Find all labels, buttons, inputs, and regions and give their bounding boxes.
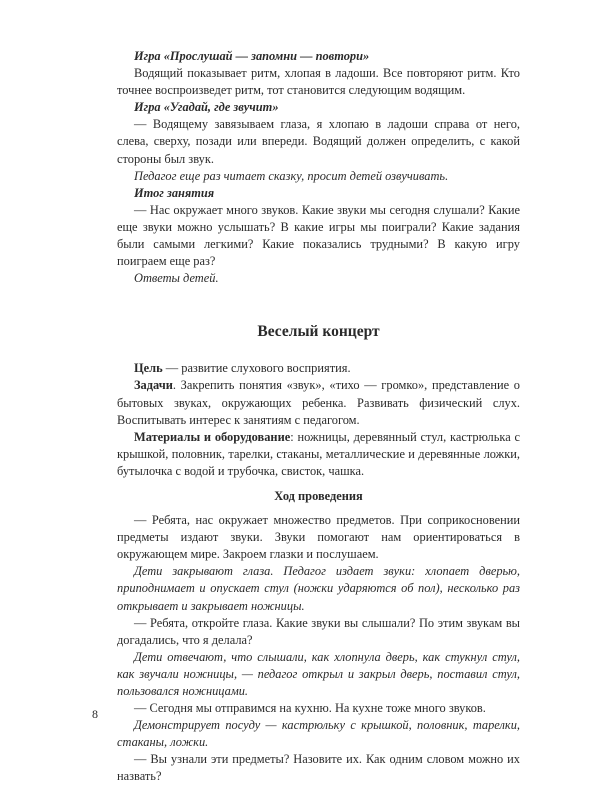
summary-title: Итог занятия [134,185,215,200]
materials-label: Материалы и оборудование [134,429,291,444]
procedure-paragraph: — Ребята, нас окружает множество предметов. При соприкосновении предметы издают звуки. Звуки помогают нам ориентироваться в окружающем мире. Закроем глазки и послушаем. [117,513,520,562]
goal-text: — развитие слухового восприятия. [162,361,351,376]
page-number: 8 [92,707,98,721]
summary-answers: Ответы детей. [134,271,219,286]
tasks-label: Задачи [134,378,173,393]
game2-text: — Водящему завязываем глаза, я хлопаю в ладоши справа от него, слева, сверху, позади или впереди. Водящий должен определить, с какой стороны был звук. [117,117,520,166]
materials-paragraph [117,429,520,480]
procedure-paragraph: Демонстрирует посуду — кастрюльку с крышкой, половник, тарелки, стаканы, ложки. [117,718,520,750]
procedure-paragraph: — Ребята, откройте глаза. Какие звуки вы слышали? По этим звукам вы догадались, что я делала? [117,615,520,647]
procedure-paragraph: — Сегодня мы отправимся на кухню. На кухне тоже много звуков. [134,701,486,716]
procedure-paragraph: Дети отвечают, что слышали, как хлопнула дверь, как стукнул стул, как звучали ножницы, — педагог открыл и закрыл дверь, поставил стул, пользовался ножницами. [117,649,520,698]
game1-title: Игра «Прослушай — запомни — повтори» [134,49,370,63]
teacher-note: Педагог еще раз читает сказку, просит детей озвучивать. [134,168,449,183]
tasks-text: . Закрепить понятия «звук», «тихо — громко», представление о бытовых звуках, окружающих ребенка. Развивать физический слух. Воспитывать интерес к занятиям с педагогом. [117,378,520,427]
summary-text: — Нас окружает много звуков. Какие звуки мы сегодня слушали? Какие еще звуки можно услышать? В какие игры мы поиграли? Какие задания были самыми легкими? Какие показались трудными? В какую игру поиграем еще раз? [117,202,520,269]
procedure-title: Ход проведения [274,488,363,503]
game2-title: Игра «Угадай, где звучит» [134,100,279,115]
goal-label: Цель [134,361,163,376]
section-title: Веселый концерт [257,323,380,341]
page-content [117,48,520,786]
procedure-paragraph: — Вы узнали эти предметы? Назовите их. Как одним словом можно их назвать? [117,752,520,784]
tasks-paragraph [117,377,520,428]
game1-text: Водящий показывает ритм, хлопая в ладоши. Все повторяют ритм. Кто точнее воспроизведет ритм, тот становится следующим водящим. [117,66,520,98]
procedure-paragraph: Дети закрывают глаза. Педагог издает звуки: хлопает дверью, приподнимает и опускает стул (ножки ударяются об пол), несколько раз открывает и закрывает ножницы. [117,564,520,613]
goal-paragraph [117,360,520,377]
materials-text: : ножницы, деревянный стул, кастрюлька с крышкой, половник, тарелки, стаканы, металлические и деревянные ложки, бутылочка с водой и трубочка, свисток, чашка. [117,429,520,478]
